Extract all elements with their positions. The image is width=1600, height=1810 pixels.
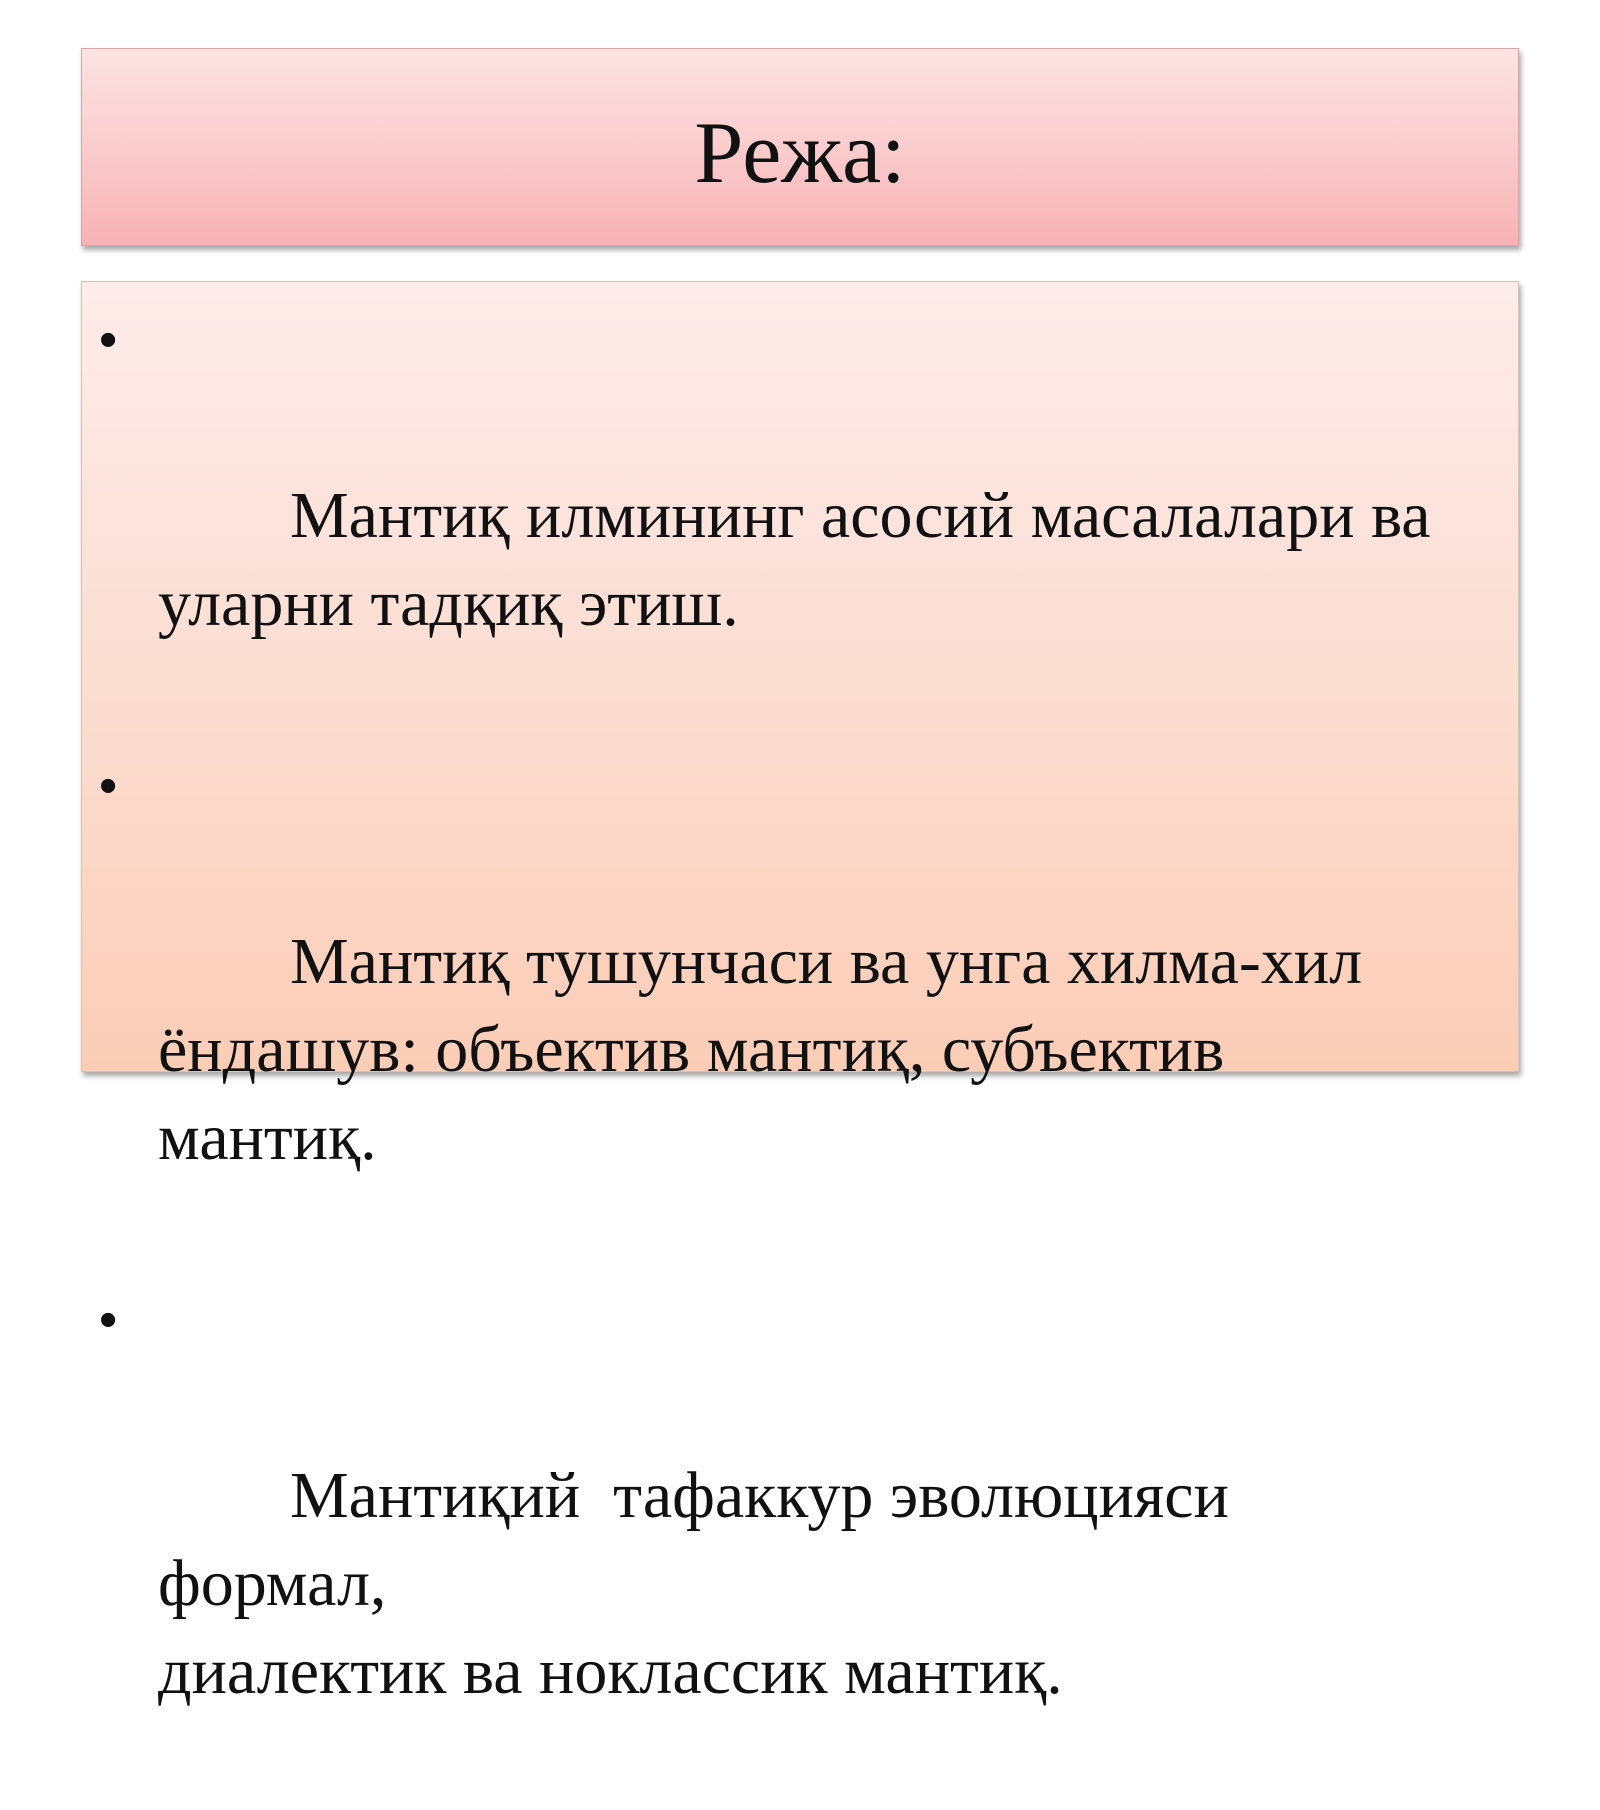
bullet-list bbox=[82, 296, 1518, 1810]
bullet-item bbox=[82, 742, 1518, 1270]
bullet-item bbox=[82, 1276, 1518, 1804]
bullet-text: Мантиқ илмининг асосий масалалари ва уларни тадқиқ этиш. bbox=[158, 479, 1431, 640]
bullet-icon: • bbox=[99, 311, 118, 369]
content-box bbox=[81, 281, 1519, 1708]
bullet-icon: • bbox=[99, 757, 118, 815]
bullet-text: Мантиқий тафаккур эволюцияси формал, диалектик ва ноклассик мантиқ. bbox=[158, 1459, 1229, 1708]
slide-title: Режа: bbox=[694, 105, 906, 202]
bullet-item bbox=[82, 296, 1518, 736]
bullet-icon: • bbox=[99, 1291, 118, 1349]
bullet-text: Мантиқ тушунчаси ва унга хилма-хил ёндашув: объектив мантиқ, субъектив мантиқ. bbox=[158, 925, 1363, 1174]
title-box bbox=[81, 48, 1519, 246]
